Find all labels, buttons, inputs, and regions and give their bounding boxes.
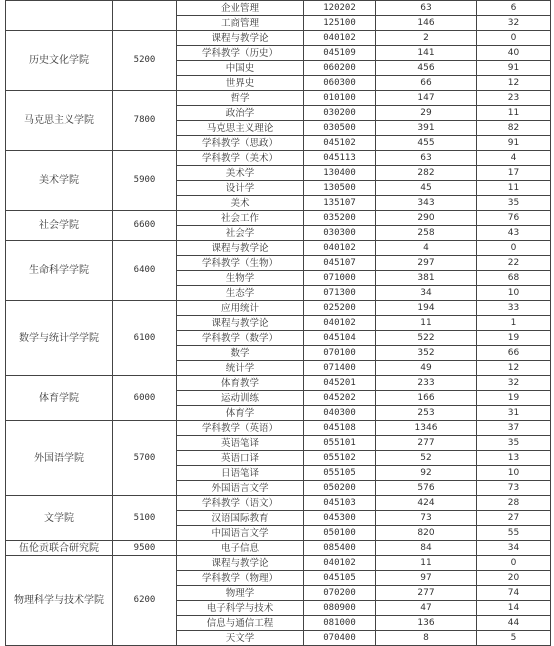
admitted-cell: 68 (477, 271, 551, 286)
applicants-cell: 11 (376, 556, 477, 571)
applicants-cell: 352 (376, 346, 477, 361)
admitted-cell: 91 (477, 61, 551, 76)
admitted-cell: 28 (477, 496, 551, 511)
major-code-cell: 071400 (304, 361, 376, 376)
major-name-cell: 世界史 (177, 76, 304, 91)
admitted-cell: 14 (477, 601, 551, 616)
major-code-cell: 071300 (304, 286, 376, 301)
major-code-cell: 010100 (304, 91, 376, 106)
major-name-cell: 电子科学与技术 (177, 601, 304, 616)
applicants-cell: 820 (376, 526, 477, 541)
admitted-cell: 32 (477, 376, 551, 391)
applicants-cell: 233 (376, 376, 477, 391)
applicants-cell: 194 (376, 301, 477, 316)
major-name-cell: 中国史 (177, 61, 304, 76)
major-name-cell: 政治学 (177, 106, 304, 121)
major-code-cell: 045202 (304, 391, 376, 406)
major-name-cell: 课程与教学论 (177, 241, 304, 256)
table-row (6, 376, 551, 391)
major-code-cell: 035200 (304, 211, 376, 226)
applicants-cell: 381 (376, 271, 477, 286)
major-code-cell: 135107 (304, 196, 376, 211)
applicants-cell: 277 (376, 586, 477, 601)
major-name-cell: 学科教学（英语） (177, 421, 304, 436)
major-code-cell: 070100 (304, 346, 376, 361)
major-code-cell: 085400 (304, 541, 376, 556)
applicants-cell: 63 (376, 1, 477, 16)
major-name-cell: 天文学 (177, 631, 304, 646)
admitted-cell: 11 (477, 106, 551, 121)
major-code-cell: 081000 (304, 616, 376, 631)
major-code-cell: 045108 (304, 421, 376, 436)
applicants-cell: 4 (376, 241, 477, 256)
admitted-cell: 12 (477, 76, 551, 91)
applicants-cell: 92 (376, 466, 477, 481)
college-code-cell: 6600 (113, 211, 177, 241)
admitted-cell: 0 (477, 241, 551, 256)
major-name-cell: 哲学 (177, 91, 304, 106)
major-code-cell: 055105 (304, 466, 376, 481)
college-name-cell: 物理科学与技术学院 (6, 556, 113, 646)
applicants-cell: 29 (376, 106, 477, 121)
major-name-cell: 企业管理 (177, 1, 304, 16)
major-name-cell: 电子信息 (177, 541, 304, 556)
major-name-cell: 外国语言文学 (177, 481, 304, 496)
applicants-cell: 147 (376, 91, 477, 106)
major-name-cell: 社会工作 (177, 211, 304, 226)
major-code-cell: 055101 (304, 436, 376, 451)
major-code-cell: 130400 (304, 166, 376, 181)
major-code-cell: 040102 (304, 31, 376, 46)
major-code-cell: 040102 (304, 316, 376, 331)
major-name-cell: 日语笔译 (177, 466, 304, 481)
admitted-cell: 0 (477, 556, 551, 571)
table-row (6, 1, 551, 16)
admitted-cell: 20 (477, 571, 551, 586)
applicants-cell: 8 (376, 631, 477, 646)
college-name-cell: 体育学院 (6, 376, 113, 421)
college-code-cell: 7800 (113, 91, 177, 151)
college-code-cell: 6400 (113, 241, 177, 301)
major-code-cell: 130500 (304, 181, 376, 196)
major-code-cell: 030500 (304, 121, 376, 136)
table-row (6, 421, 551, 436)
admitted-cell: 55 (477, 526, 551, 541)
college-name-cell: 美术学院 (6, 151, 113, 211)
applicants-cell: 455 (376, 136, 477, 151)
college-code-cell: 9500 (113, 541, 177, 556)
college-code-cell: 5100 (113, 496, 177, 541)
major-code-cell: 045300 (304, 511, 376, 526)
applicants-cell: 290 (376, 211, 477, 226)
applicants-cell: 146 (376, 16, 477, 31)
admitted-cell: 0 (477, 31, 551, 46)
college-code-cell (113, 1, 177, 31)
major-name-cell: 马克思主义理论 (177, 121, 304, 136)
major-code-cell: 060300 (304, 76, 376, 91)
major-name-cell: 学科教学（美术） (177, 151, 304, 166)
applicants-cell: 84 (376, 541, 477, 556)
college-name-cell: 文学院 (6, 496, 113, 541)
major-name-cell: 英语笔译 (177, 436, 304, 451)
admitted-cell: 31 (477, 406, 551, 421)
major-code-cell: 045113 (304, 151, 376, 166)
major-name-cell: 生物学 (177, 271, 304, 286)
applicants-cell: 49 (376, 361, 477, 376)
applicants-cell: 136 (376, 616, 477, 631)
applicants-cell: 576 (376, 481, 477, 496)
applicants-cell: 73 (376, 511, 477, 526)
major-code-cell: 045102 (304, 136, 376, 151)
admitted-cell: 10 (477, 286, 551, 301)
applicants-cell: 97 (376, 571, 477, 586)
admitted-cell: 43 (477, 226, 551, 241)
college-code-cell: 5700 (113, 421, 177, 496)
major-code-cell: 045103 (304, 496, 376, 511)
admitted-cell: 37 (477, 421, 551, 436)
admitted-cell: 74 (477, 586, 551, 601)
major-code-cell: 045201 (304, 376, 376, 391)
major-code-cell: 120202 (304, 1, 376, 16)
table-row (6, 211, 551, 226)
applicants-cell: 277 (376, 436, 477, 451)
major-name-cell: 美术学 (177, 166, 304, 181)
admitted-cell: 5 (477, 631, 551, 646)
admitted-cell: 4 (477, 151, 551, 166)
table-row (6, 301, 551, 316)
admitted-cell: 35 (477, 436, 551, 451)
applicants-cell: 52 (376, 451, 477, 466)
applicants-cell: 258 (376, 226, 477, 241)
applicants-cell: 343 (376, 196, 477, 211)
college-code-cell: 6100 (113, 301, 177, 376)
table-row (6, 241, 551, 256)
admitted-cell: 27 (477, 511, 551, 526)
major-code-cell: 045105 (304, 571, 376, 586)
major-name-cell: 中国语言文学 (177, 526, 304, 541)
major-name-cell: 体育学 (177, 406, 304, 421)
applicants-cell: 47 (376, 601, 477, 616)
admitted-cell: 19 (477, 391, 551, 406)
major-code-cell: 040102 (304, 556, 376, 571)
applicants-cell: 141 (376, 46, 477, 61)
applicants-cell: 66 (376, 76, 477, 91)
major-name-cell: 学科教学（语文） (177, 496, 304, 511)
applicants-cell: 63 (376, 151, 477, 166)
admitted-cell: 10 (477, 466, 551, 481)
admitted-cell: 34 (477, 541, 551, 556)
major-code-cell: 050100 (304, 526, 376, 541)
major-name-cell: 课程与教学论 (177, 316, 304, 331)
major-name-cell: 应用统计 (177, 301, 304, 316)
major-code-cell: 070400 (304, 631, 376, 646)
table-row (6, 556, 551, 571)
table-body (6, 1, 551, 646)
admitted-cell: 91 (477, 136, 551, 151)
applicants-cell: 522 (376, 331, 477, 346)
admitted-cell: 40 (477, 46, 551, 61)
college-name-cell: 生命科学学院 (6, 241, 113, 301)
admitted-cell: 35 (477, 196, 551, 211)
applicants-cell: 282 (376, 166, 477, 181)
major-name-cell: 汉语国际教育 (177, 511, 304, 526)
applicants-cell: 253 (376, 406, 477, 421)
admitted-cell: 1 (477, 316, 551, 331)
admitted-cell: 12 (477, 361, 551, 376)
college-name-cell: 外国语学院 (6, 421, 113, 496)
college-name-cell: 历史文化学院 (6, 31, 113, 91)
admitted-cell: 82 (477, 121, 551, 136)
admitted-cell: 13 (477, 451, 551, 466)
major-code-cell: 050200 (304, 481, 376, 496)
major-code-cell: 070200 (304, 586, 376, 601)
major-code-cell: 080900 (304, 601, 376, 616)
major-name-cell: 信息与通信工程 (177, 616, 304, 631)
table-row (6, 151, 551, 166)
major-code-cell: 030200 (304, 106, 376, 121)
college-name-cell: 伍伦贡联合研究院 (6, 541, 113, 556)
major-name-cell: 学科教学（数学） (177, 331, 304, 346)
major-name-cell: 生态学 (177, 286, 304, 301)
table-row (6, 31, 551, 46)
major-code-cell: 071000 (304, 271, 376, 286)
applicants-cell: 11 (376, 316, 477, 331)
applicants-cell: 45 (376, 181, 477, 196)
applicants-cell: 166 (376, 391, 477, 406)
major-code-cell: 045104 (304, 331, 376, 346)
major-name-cell: 课程与教学论 (177, 556, 304, 571)
major-code-cell: 040102 (304, 241, 376, 256)
table-row (6, 91, 551, 106)
college-name-cell: 数学与统计学学院 (6, 301, 113, 376)
college-code-cell: 5900 (113, 151, 177, 211)
college-name-cell: 社会学院 (6, 211, 113, 241)
admitted-cell: 76 (477, 211, 551, 226)
major-code-cell: 025200 (304, 301, 376, 316)
major-code-cell: 040300 (304, 406, 376, 421)
major-name-cell: 数学 (177, 346, 304, 361)
major-name-cell: 社会学 (177, 226, 304, 241)
applicants-cell: 391 (376, 121, 477, 136)
major-name-cell: 运动训练 (177, 391, 304, 406)
college-code-cell: 5200 (113, 31, 177, 91)
major-name-cell: 课程与教学论 (177, 31, 304, 46)
admitted-cell: 33 (477, 301, 551, 316)
admitted-cell: 23 (477, 91, 551, 106)
admitted-cell: 22 (477, 256, 551, 271)
applicants-cell: 1346 (376, 421, 477, 436)
major-name-cell: 美术 (177, 196, 304, 211)
major-name-cell: 英语口译 (177, 451, 304, 466)
college-code-cell: 6200 (113, 556, 177, 646)
admitted-cell: 73 (477, 481, 551, 496)
major-code-cell: 030300 (304, 226, 376, 241)
admitted-cell: 32 (477, 16, 551, 31)
major-name-cell: 设计学 (177, 181, 304, 196)
table-row (6, 496, 551, 511)
admitted-cell: 11 (477, 181, 551, 196)
applicants-cell: 297 (376, 256, 477, 271)
applicants-cell: 456 (376, 61, 477, 76)
admissions-table (5, 0, 551, 646)
applicants-cell: 424 (376, 496, 477, 511)
admitted-cell: 19 (477, 331, 551, 346)
major-code-cell: 060200 (304, 61, 376, 76)
major-code-cell: 045109 (304, 46, 376, 61)
major-code-cell: 125100 (304, 16, 376, 31)
admitted-cell: 44 (477, 616, 551, 631)
college-name-cell: 马克思主义学院 (6, 91, 113, 151)
major-name-cell: 学科教学（生物） (177, 256, 304, 271)
admitted-cell: 66 (477, 346, 551, 361)
table-row (6, 541, 551, 556)
college-code-cell: 6000 (113, 376, 177, 421)
major-name-cell: 统计学 (177, 361, 304, 376)
major-name-cell: 学科教学（历史） (177, 46, 304, 61)
admitted-cell: 6 (477, 1, 551, 16)
major-name-cell: 物理学 (177, 586, 304, 601)
major-name-cell: 体育教学 (177, 376, 304, 391)
major-code-cell: 045107 (304, 256, 376, 271)
applicants-cell: 2 (376, 31, 477, 46)
admitted-cell: 17 (477, 166, 551, 181)
applicants-cell: 34 (376, 286, 477, 301)
major-name-cell: 工商管理 (177, 16, 304, 31)
college-name-cell (6, 1, 113, 31)
major-name-cell: 学科教学（思政） (177, 136, 304, 151)
major-name-cell: 学科教学（物理） (177, 571, 304, 586)
major-code-cell: 055102 (304, 451, 376, 466)
